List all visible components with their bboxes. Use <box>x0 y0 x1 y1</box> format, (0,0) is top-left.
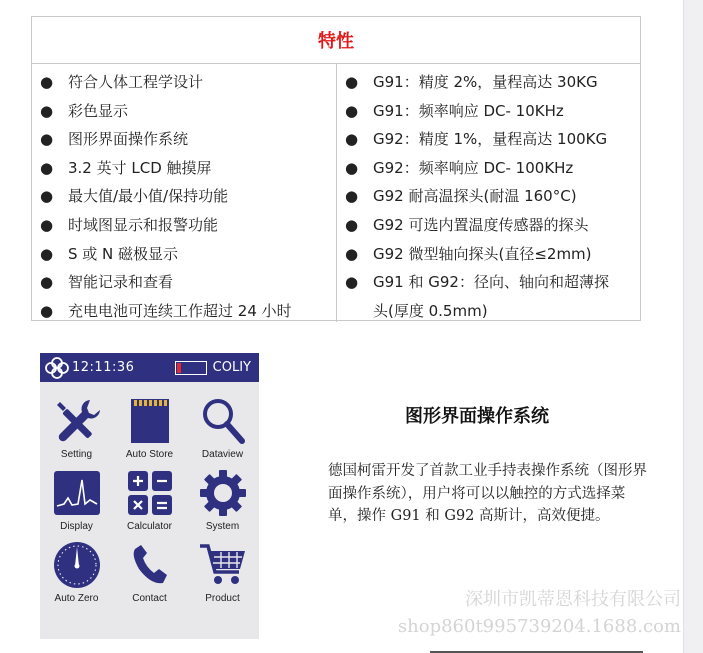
app-label: Auto Zero <box>54 593 99 604</box>
feature-item <box>345 68 640 97</box>
app-label: Product <box>205 593 240 604</box>
feature-text: S 或 N 磁极显示 <box>68 244 179 263</box>
feature-item <box>345 182 640 211</box>
feature-item <box>40 97 336 126</box>
feature-text: G92 可选内置温度传感器的探头 <box>373 215 589 234</box>
bullet-icon: ● <box>345 158 359 177</box>
bullet-icon: ● <box>345 73 359 91</box>
feature-item <box>40 68 336 97</box>
app-setting[interactable] <box>40 396 113 468</box>
feature-text: G91：精度 2%，量程高达 30KG <box>373 73 598 91</box>
app-dataview[interactable] <box>186 396 259 468</box>
watermark-company: 深圳市凯蒂恩科技有限公司 <box>465 589 681 610</box>
section-description: 德国柯雷开发了首款工业手持表操作系统（图形界面操作系统），用户将可以以触控的方式选择菜单，操作 G91 和 G92 高斯计，高效便捷。 <box>328 463 647 524</box>
bullet-icon: ● <box>40 73 54 91</box>
app-label: Contact <box>132 593 167 604</box>
app-label: Calculator <box>126 521 173 532</box>
feature-text: 智能记录和查看 <box>68 273 174 292</box>
app-label: Display <box>60 521 93 532</box>
features-title: 特性 <box>32 17 640 64</box>
features-table <box>31 16 641 321</box>
section-title: 图形界面操作系统 <box>405 406 549 427</box>
feature-text: 彩色显示 <box>68 101 129 120</box>
bullet-icon: ● <box>40 158 54 177</box>
waveform-icon <box>52 468 102 518</box>
battery-icon <box>175 361 207 375</box>
feature-text: G91 和 G92：径向、轴向和超薄探 头(厚度 0.5mm) <box>373 273 609 320</box>
feature-item <box>345 125 640 154</box>
bullet-icon: ● <box>40 301 54 320</box>
feature-text: G91：频率响应 DC- 10KHz <box>373 101 564 120</box>
app-display[interactable] <box>40 468 113 540</box>
scrollbar-track[interactable] <box>683 0 703 653</box>
brand-logo-icon <box>44 357 70 379</box>
feature-item <box>345 240 640 269</box>
feature-text: 符合人体工程学设计 <box>68 73 204 91</box>
bullet-icon: ● <box>40 215 54 234</box>
app-product[interactable] <box>186 540 259 612</box>
feature-text: 充电电池可连续工作超过 24 小时 <box>68 301 292 320</box>
feature-text: G92：精度 1%，量程高达 100KG <box>373 130 608 149</box>
device-screen-image <box>40 353 259 639</box>
device-clock: 12:11:36 <box>72 360 135 375</box>
app-auto-store[interactable] <box>113 396 186 468</box>
features-right-column <box>337 64 640 322</box>
app-auto-zero[interactable] <box>40 540 113 612</box>
bullet-icon: ● <box>345 130 359 149</box>
phone-icon <box>125 540 175 590</box>
feature-text: 时域图显示和报警功能 <box>68 215 219 234</box>
app-calculator[interactable] <box>113 468 186 540</box>
feature-item <box>345 154 640 183</box>
bullet-icon: ● <box>40 273 54 292</box>
feature-item <box>40 182 336 211</box>
app-label: System <box>205 521 240 532</box>
feature-item <box>40 125 336 154</box>
feature-item <box>40 154 336 183</box>
watermark-url: shop860t995739204.1688.com <box>397 616 681 637</box>
bullet-icon: ● <box>40 187 54 206</box>
device-status-bar <box>40 353 259 382</box>
bullet-icon: ● <box>40 130 54 149</box>
sd-card-icon <box>125 396 175 446</box>
bullet-icon: ● <box>40 101 54 120</box>
app-grid <box>40 382 259 612</box>
features-left-column <box>32 64 337 322</box>
app-label: Dataview <box>201 449 244 460</box>
bullet-icon: ● <box>345 215 359 234</box>
feature-item <box>345 211 640 240</box>
device-brand: COLIY <box>212 360 251 375</box>
app-contact[interactable] <box>113 540 186 612</box>
feature-item <box>345 268 640 325</box>
bullet-icon: ● <box>345 187 359 206</box>
feature-text: G92 微型轴向探头(直径≤2mm) <box>373 244 592 263</box>
feature-text: G92：频率响应 DC- 100KHz <box>373 158 574 177</box>
feature-text: 图形界面操作系统 <box>68 130 189 149</box>
feature-item <box>40 211 336 240</box>
gear-icon <box>198 468 248 518</box>
dial-icon <box>52 540 102 590</box>
bullet-icon: ● <box>345 273 359 292</box>
bullet-icon: ● <box>345 244 359 263</box>
feature-text: 3.2 英寸 LCD 触摸屏 <box>68 158 212 177</box>
wrench-screwdriver-icon <box>52 396 102 446</box>
app-label: Auto Store <box>125 449 174 460</box>
app-label: Setting <box>60 449 93 460</box>
shopping-cart-icon <box>198 540 248 590</box>
feature-item <box>40 240 336 269</box>
app-system[interactable] <box>186 468 259 540</box>
bullet-icon: ● <box>40 244 54 263</box>
feature-item <box>40 297 336 326</box>
feature-text: G92 耐高温探头(耐温 160°C) <box>373 187 577 206</box>
calculator-icon <box>125 468 175 518</box>
feature-item <box>40 268 336 297</box>
magnifier-icon <box>198 396 248 446</box>
feature-text: 最大值/最小值/保持功能 <box>68 187 229 206</box>
feature-item <box>345 97 640 126</box>
battery-level <box>177 363 181 373</box>
bullet-icon: ● <box>345 101 359 120</box>
